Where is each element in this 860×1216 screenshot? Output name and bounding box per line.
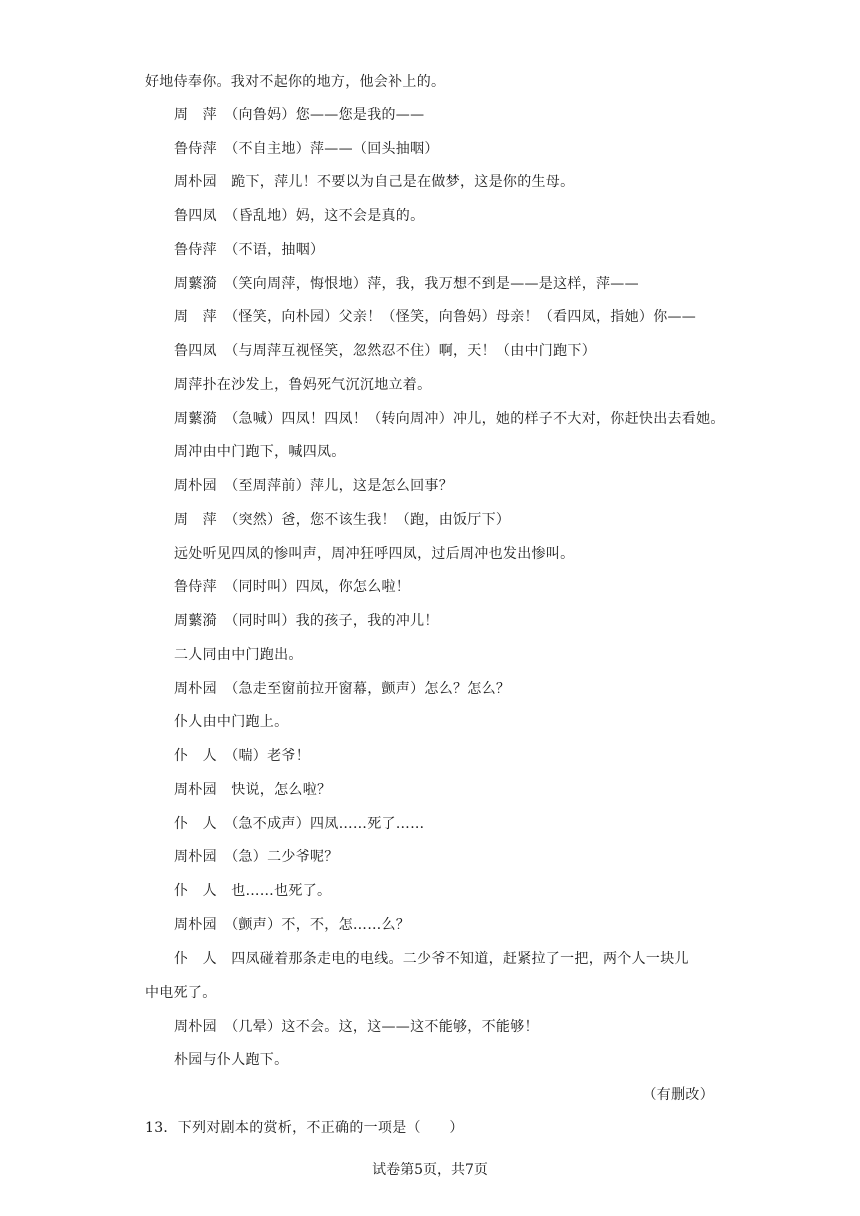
dialogue-line: 周 萍 （突然）爸，您不该生我！（跑，由饭厅下）: [174, 512, 511, 528]
dialogue-line: 仆 人 （喘）老爷！: [174, 748, 310, 764]
dialogue-line: 周朴园 （颤声）不，不，怎……么？: [174, 917, 411, 933]
dialogue-line: 周 萍 （向鲁妈）您——您是我的——: [174, 107, 425, 123]
dialogue-line: 周朴园 跪下，萍儿！不要以为自己是在做梦，这是你的生母。: [174, 174, 575, 190]
dialogue-line: 仆 人 （急不成声）四凤……死了……: [174, 816, 425, 832]
dialogue-line: 鲁侍萍 （不自主地）萍——（回头抽咽）: [174, 141, 439, 157]
dialogue-line-continued: 中电死了。: [145, 985, 217, 1001]
dialogue-line: 鲁四凤 （昏乱地）妈，这不会是真的。: [174, 208, 425, 224]
source-note: （有删改）: [642, 1087, 714, 1103]
dialogue-line: 周蘩漪 （急喊）四凤！四凤！（转向周冲）冲儿，她的样子不大对，你赶快出去看她。: [174, 411, 725, 427]
stage-direction: 朴园与仆人跑下。: [174, 1052, 289, 1068]
stage-direction: 周冲由中门跑下，喊四凤。: [174, 444, 346, 460]
stage-direction: 二人同由中门跑出。: [174, 647, 303, 663]
question-13: 13．下列对剧本的赏析，不正确的一项是（ ）: [145, 1120, 464, 1136]
dialogue-line: 周 萍 （怪笑，向朴园）父亲！（怪笑，向鲁妈）母亲！（看四凤，指她）你——: [174, 309, 697, 325]
dialogue-line: 周朴园 （急走至窗前拉开窗幕，颤声）怎么？怎么？: [174, 681, 511, 697]
dialogue-line: 周朴园 （至周萍前）萍儿，这是怎么回事？: [174, 478, 453, 494]
text-line: 好地侍奉你。我对不起你的地方，他会补上的。: [145, 74, 446, 90]
stage-direction: 周萍扑在沙发上，鲁妈死气沉沉地立着。: [174, 377, 432, 393]
dialogue-line: 鲁侍萍 （不语，抽咽）: [174, 242, 325, 258]
dialogue-line: 周蘩漪 （同时叫）我的孩子，我的冲儿！: [174, 613, 439, 629]
dialogue-line: 周蘩漪 （笑向周萍，悔恨地）萍，我，我万想不到是——是这样，萍——: [174, 276, 639, 292]
dialogue-line: 周朴园 快说，怎么啦？: [174, 782, 332, 798]
stage-direction: 远处听见四凤的惨叫声，周冲狂呼四凤，过后周冲也发出惨叫。: [174, 546, 575, 562]
dialogue-line: 鲁侍萍 （同时叫）四凤，你怎么啦！: [174, 579, 411, 595]
dialogue-line: 仆 人 四凤碰着那条走电的电线。二少爷不知道，赶紧拉了一把，两个人一块儿: [174, 951, 689, 967]
dialogue-line: 周朴园 （急）二少爷呢？: [174, 849, 339, 865]
page-footer: 试卷第5页，共7页: [372, 1162, 488, 1178]
dialogue-line: 鲁四凤 （与周萍互视怪笑，忽然忍不住）啊，天！（由中门跑下）: [174, 343, 596, 359]
dialogue-line: 仆 人 也……也死了。: [174, 883, 332, 899]
stage-direction: 仆人由中门跑上。: [174, 714, 289, 730]
dialogue-line: 周朴园 （几晕）这不会。这，这——这不能够，不能够！: [174, 1019, 539, 1035]
